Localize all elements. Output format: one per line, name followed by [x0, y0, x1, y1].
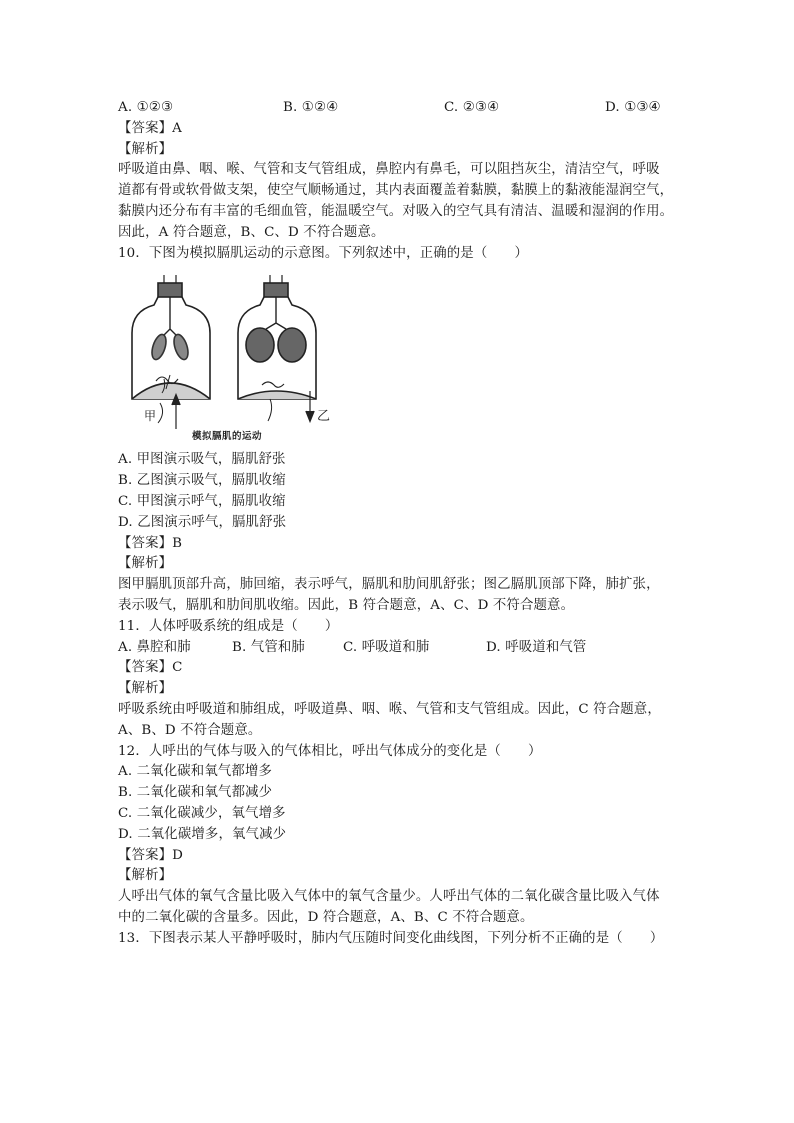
jar-right — [238, 275, 316, 421]
q11-analysis-label: 【解析】 — [118, 681, 173, 697]
q11-option-c: C. 呼吸道和肺 — [343, 639, 430, 655]
q9-option-c: C. ②③④ — [444, 100, 500, 115]
bell-jar-illustration — [126, 271, 332, 443]
q11-option-a: A. 鼻腔和肺 — [118, 639, 191, 655]
q9-answer: 【答案】A — [118, 120, 182, 136]
q9-analysis-line: 道都有骨或软骨做支架，使空气顺畅通过，其内表面覆盖着黏膜，黏膜上的黏液能湿润空气， — [118, 183, 674, 199]
q10-option-b: B. 乙图演示吸气，膈肌收缩 — [118, 473, 286, 489]
q9-option-b: B. ①②④ — [283, 100, 339, 115]
q10-option-c: C. 甲图演示呼气，膈肌收缩 — [118, 493, 286, 509]
q9-analysis-line: 呼吸道由鼻、咽、喉、气管和支气管组成，鼻腔内有鼻毛，可以阻挡灰尘，清洁空气，呼吸 — [118, 162, 660, 178]
jar-left — [132, 275, 210, 429]
q12-option-a: A. 二氧化碳和氧气都增多 — [118, 764, 273, 780]
q11-option-b: B. 气管和肺 — [232, 639, 305, 655]
q10-analysis-line: 图甲膈肌顶部升高，肺回缩，表示呼气，膈肌和肋间肌舒张；图乙膈肌顶部下降，肺扩张， — [118, 577, 660, 593]
q9-options — [118, 98, 678, 119]
q11-option-d: D. 呼吸道和气管 — [486, 639, 587, 655]
q12-analysis-line: 人呼出气体的氧气含量比吸入气体中的氧气含量少。人呼出气体的二氧化碳含量比吸入气体 — [118, 889, 660, 905]
q9-option-a: A. ①②③ — [118, 100, 174, 115]
q12-answer: 【答案】D — [118, 847, 184, 863]
q12-analysis-line: 中的二氧化碳的含量多。因此，D 符合题意，A、B、C 不符合题意。 — [118, 909, 534, 925]
q12-analysis-label: 【解析】 — [118, 868, 173, 884]
q11-analysis-line: A、B、D 不符合题意。 — [118, 722, 262, 738]
q11-stem: 11．人体呼吸系统的组成是（ ） — [118, 618, 339, 634]
q9-option-d: D. ①③④ — [605, 100, 661, 115]
figure-caption: 模拟膈肌的运动 — [192, 431, 263, 443]
q10-option-a: A. 甲图演示吸气，膈肌舒张 — [118, 452, 286, 468]
q10-analysis-line: 表示吸气，膈肌和肋间肌收缩。因此，B 符合题意，A、C、D 不符合题意。 — [118, 597, 575, 613]
q10-option-d: D. 乙图演示呼气，膈肌舒张 — [118, 514, 287, 530]
q10-stem: 10．下图为模拟膈肌运动的示意图。下列叙述中，正确的是（ ） — [118, 245, 529, 261]
q10-answer: 【答案】B — [118, 535, 183, 551]
q11-answer: 【答案】C — [118, 660, 183, 676]
q12-option-d: D. 二氧化碳增多，氧气减少 — [118, 826, 287, 842]
q9-analysis-line: 因此，A 符合题意，B、C、D 不符合题意。 — [118, 224, 385, 240]
figure-label-jia: 甲 — [144, 409, 157, 424]
figure-label-yi: 乙 — [317, 409, 331, 425]
q12-option-c: C. 二氧化碳减少，氧气增多 — [118, 805, 286, 821]
q12-option-b: B. 二氧化碳和氧气都减少 — [118, 785, 273, 801]
q11-options — [118, 638, 678, 659]
q10-analysis-label: 【解析】 — [118, 556, 173, 572]
q12-stem: 12．人呼出的气体与吸入的气体相比，呼出气体成分的变化是（ ） — [118, 743, 542, 759]
q11-analysis-line: 呼吸系统由呼吸道和肺组成，呼吸道鼻、咽、喉、气管和支气管组成。因此，C 符合题意， — [118, 701, 661, 717]
q13-stem: 13．下图表示某人平静呼吸时，肺内气压随时间变化曲线图，下列分析不正确的是（ ） — [118, 930, 664, 946]
document-page — [118, 98, 678, 950]
diaphragm-model-figure — [126, 271, 332, 443]
q9-analysis-line: 黏膜内还分布有丰富的毛细血管，能温暖空气。对吸入的空气具有清洁、温暖和湿润的作用。 — [118, 203, 674, 219]
q9-analysis-label: 【解析】 — [118, 141, 173, 157]
